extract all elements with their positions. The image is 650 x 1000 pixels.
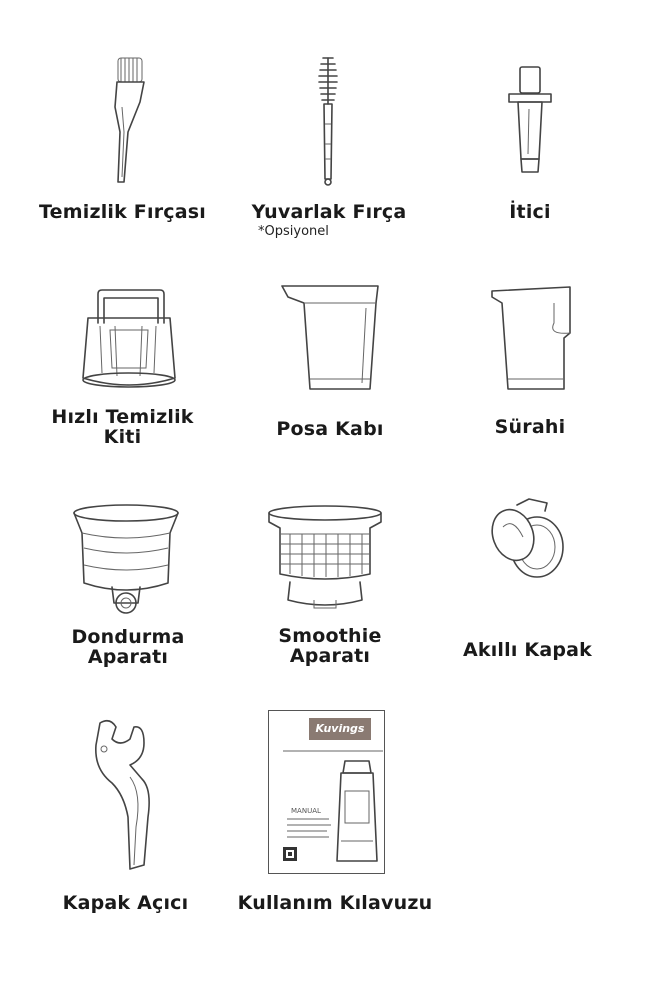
quick-cleaning-kit-icon xyxy=(80,288,178,393)
manual-brand-logo: Kuvings xyxy=(309,718,371,740)
item-label: Kapak Açıcı xyxy=(62,892,189,914)
smoothie-strainer-icon xyxy=(266,504,384,612)
item-label: Akıllı Kapak xyxy=(462,639,592,661)
label-line: Aparatı xyxy=(289,645,371,667)
pulp-container-icon xyxy=(280,283,382,395)
item-label: Kullanım Kılavuzu xyxy=(237,892,433,914)
user-manual-icon xyxy=(268,710,385,874)
cleaning-brush-icon xyxy=(100,52,150,187)
label-line: Smoothie xyxy=(278,625,382,647)
item-label: İtici xyxy=(509,201,551,223)
cap-opener-icon xyxy=(90,717,158,872)
label-line: Kiti xyxy=(103,426,142,448)
item-label: Temizlik Fırçası xyxy=(39,201,206,223)
item-label xyxy=(48,627,208,667)
ice-cream-strainer-icon xyxy=(72,503,180,615)
item-label: Yuvarlak Fırça xyxy=(251,201,407,223)
item-label xyxy=(250,626,410,666)
item-label: Sürahi xyxy=(494,416,566,438)
label-line: Aparatı xyxy=(87,646,169,668)
round-brush-icon xyxy=(307,54,347,189)
pusher-icon xyxy=(505,64,555,179)
label-line: Hızlı Temizlik xyxy=(51,406,194,428)
item-label: Posa Kabı xyxy=(276,418,384,440)
optional-note: *Opsiyonel xyxy=(258,224,329,239)
label-line: Dondurma xyxy=(71,626,185,648)
item-label xyxy=(40,407,205,447)
smart-cap-icon xyxy=(487,497,567,583)
manual-heading: MANUAL xyxy=(291,807,321,815)
jug-icon xyxy=(488,283,578,395)
